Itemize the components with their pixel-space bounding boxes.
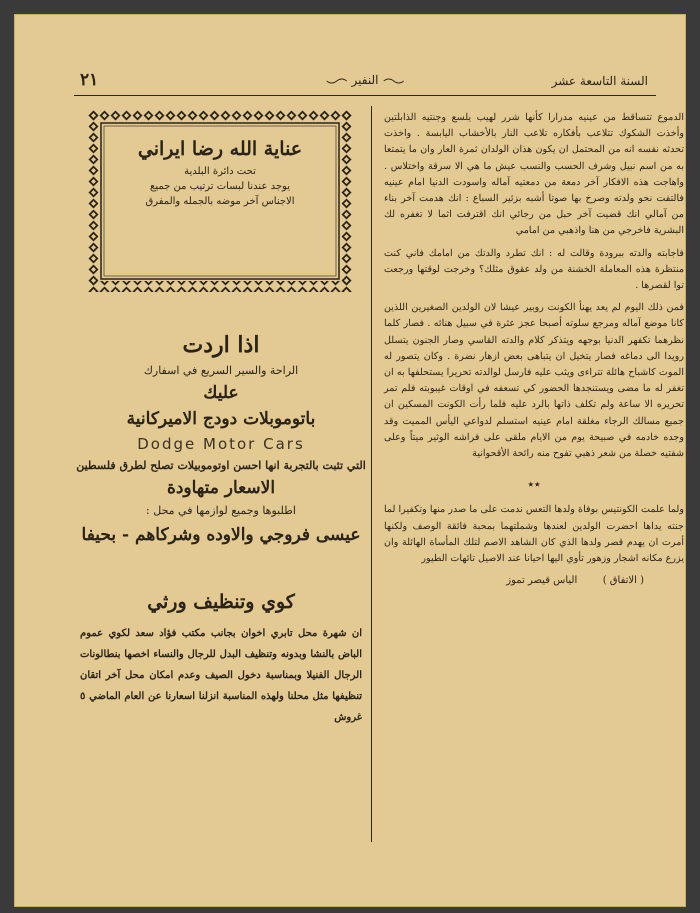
ornament-right-icon <box>326 77 348 85</box>
ads-column <box>76 110 366 728</box>
volume-label: السنة التاسعة عشر <box>551 74 648 88</box>
ad-dodge-line-6: اطلبوها وجميع لوازمها في محل : <box>146 504 296 517</box>
ornament-left-icon <box>382 77 404 85</box>
ad-tailor-line-1: تحت دائرة البلدية <box>184 166 256 177</box>
ad-dodge-line-3: باتوموبلات دودج الاميركانية <box>126 409 316 429</box>
article-source: ( الاتفاق ) <box>602 575 644 587</box>
section-separator: ٭٭ <box>527 477 541 492</box>
masthead-title <box>326 73 405 87</box>
ad-tailor-line-3: الاجناس آخر موضه بالجمله والمفرق <box>145 196 295 207</box>
article-paragraph-4: ولما علمت الكونتيس بوفاة ولدها التعس ندمت على ما صدر منها وتكفيرا لما جنته يداها احضرت الولدين لعندها وشملتهما بمحبة فائقة الوصف ولكنها أمرت ان يهدم قصر ولدها الذي كان الشاهد الاصم لتلك المأساة الهائلة وان يزرع مكانه اشجار وزهور تأوي اليها احيانا عند الاصيل تائهات الطيور <box>384 504 684 565</box>
ad-dodge-heading: اذا اردت <box>182 332 260 358</box>
ad-laundry <box>76 591 366 728</box>
ad-dodge <box>76 332 366 545</box>
page-header <box>74 66 656 96</box>
ad-dodge-dealer: عيسى فروجي والاوده وشركاهم - بحيفا <box>81 525 361 545</box>
ad-tailor-line-2: يوجد عندنا لبسات ترتيب من جميع <box>150 181 290 192</box>
ad-laundry-heading: كوي وتنظيف ورثي <box>147 591 295 613</box>
ad-dodge-line-2: عليك <box>203 383 239 403</box>
ad-tailor-content <box>110 138 330 211</box>
masthead-text: النفير <box>351 73 379 87</box>
newspaper-page <box>14 14 686 907</box>
article-author: الياس قيصر تموز <box>506 575 578 587</box>
ad-box-tailor <box>88 110 352 292</box>
page-number: ٢١ <box>80 70 99 90</box>
header-rule <box>74 95 656 96</box>
ad-dodge-line-4: التي تثبت بالتجربة انها احسن اوتوموبيلات تصلح لطرق فلسطين <box>76 459 366 472</box>
article-paragraph-2: فاجابته والدته ببرودة وقالت له : انك تطرد والدتك من امامك فاني كنت منتظرة هذه المعاملة الخشنة من ولد عقوق مثلك؟ وخرجت لوقتها ورجعت توا لقصرها . <box>384 247 684 292</box>
ad-laundry-text: ان شهرة محل تابري اخوان بجانب مكتب فؤاد سعد لكوي عموم الباض بالنشا وبدونه وتنظيف البدل للرجال والنساء اخصها بنطالونات الرجال الفنيلا وبمناسبة دخول الصيف وعدم امكان محل آخر اتقان تنظيفها مثل محلنا ولهذه المناسبة انزلنا اسعارنا عن العام الماضي ٥ غروش <box>80 628 362 723</box>
ad-tailor-name: عناية الله رضا ايراني <box>137 138 303 160</box>
column-divider <box>371 106 372 842</box>
article-signature <box>384 573 684 589</box>
ad-dodge-latin: Dodge Motor Cars <box>137 435 305 453</box>
ad-dodge-line-1: الراحة والسير السريع في اسفارك <box>143 364 299 377</box>
article-paragraph-1: الدموع تتساقط من عينيه مدرارا كأنها شرر لهيب يلسع وجنتيه الذابلتين وأخذت الشكوك تتلاعب بأفكاره تلاعب النار بالأخشاب اليابسة . واخذت تحدثه نفسه انه من المحتمل ان يكون هذان الولدان ثمرة العار وان ما يتمتعا به من اسم نبيل وشرف الحسب والنسب عيش ما هي الا سرقة واختلاس . واهاجت هذه الافكار آخر دمعة من دمعتيه آماله واسودت الدنيا امام عينيه فالتفت نحو ولدته وصرخ بها صوتا أشبه بزئير السباع : انك هدمت آخر بناء من آمالي انك قضيت آخر حبل من رجائي انك اقترفت اثما لا تغفره لك البشرية فاخرجي من هنا واذهبي من امامي <box>384 112 684 237</box>
article-column <box>384 110 684 589</box>
article-paragraph-3: فمن ذلك اليوم لم يعد يهنأ الكونت روبير عيشا لان الولدين الصغيرين اللذين كانا موضع آماله ومرجع سلوته أصبحا عجز عثرة في سبيل هنائه . فصار كلما نظرهما تكفهر الدنيا بوجهه ويتذكر كلام والدته القاسي وصار الجنون يتسلل رويدا الى دماغه فصار يتخيل ان يتباهى بعض ازهار نضرة . وكان يتصور له الموت كاشباح هائلة تتراءى ويثب عليه فارسل لوالدته تحريرا يستحلفها به ان تغفر له ما مضى ويستنجدها الحضور كي تسعفه في اوقات غيبوبته فلم تمر تحريره الا ساعة ولم تكلف ذاتها بالرد عليه فلما رأت الكونت المسكين ان جميع مسالك الرجاء مغلقة امام عينيه استسلم لدواعي اليأس المميت وقد وجده خادمه في صبيحة يوم من الايام ملقى على فراشه الوثير ميتاً وعلى شفتيه خصلة من شعر ذهبي تفوح منه رائحة الأقحوانية <box>384 302 684 460</box>
ad-dodge-line-5: الاسعار متهاودة <box>166 478 276 498</box>
